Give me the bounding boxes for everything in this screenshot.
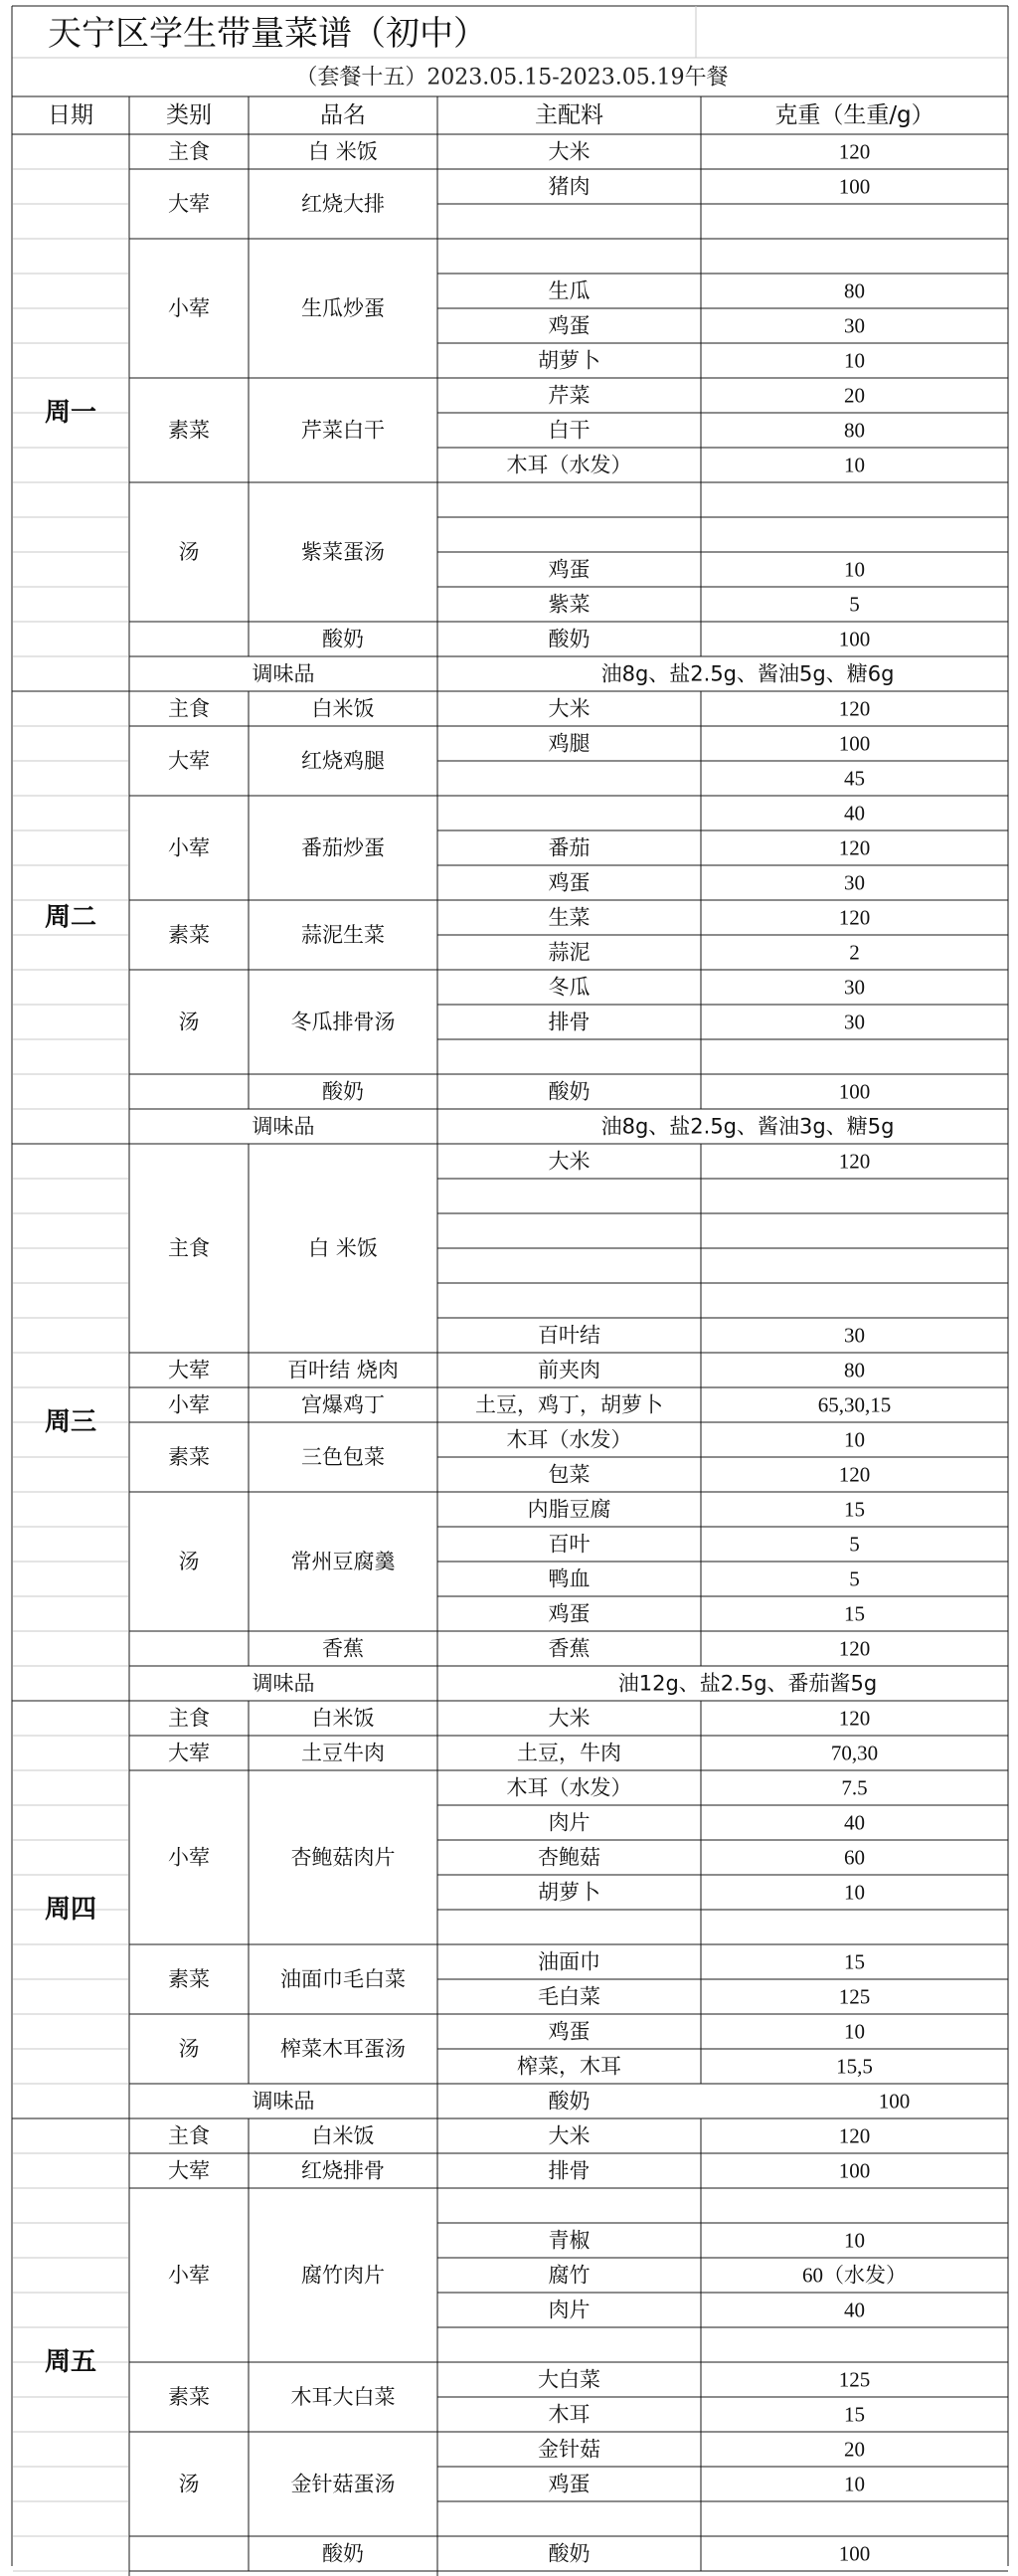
dish-cell: 红烧鸡腿 — [301, 749, 385, 773]
category-cell: 小荤 — [168, 296, 210, 320]
weight-cell: 15 — [844, 1601, 865, 1626]
weight-cell: 100 — [838, 1079, 871, 1104]
seasoning-label: 调味品 — [252, 661, 315, 686]
ingredient-cell: 芹菜 — [548, 383, 591, 408]
category-cell: 主食 — [168, 2123, 210, 2148]
category-cell: 主食 — [168, 696, 210, 721]
ingredient-cell: 大米 — [548, 139, 591, 164]
ingredient-cell: 生瓜 — [548, 278, 591, 303]
day-label: 周四 — [44, 1895, 97, 1925]
ingredient-cell: 大白菜 — [538, 2367, 600, 2392]
ingredient-cell: 香蕉 — [548, 1636, 591, 1661]
dish-cell: 百叶结 烧肉 — [287, 1358, 399, 1382]
category-cell: 小荤 — [168, 835, 210, 860]
category-cell: 大荤 — [168, 1358, 210, 1382]
weight-cell: 15,5 — [836, 2054, 873, 2079]
seasoning-value: 油12g、盐2.5g、番茄酱5g — [617, 1671, 878, 1696]
seasoning-value: 油8g、盐2.5g、酱油3g、糖5g — [600, 1114, 895, 1139]
weight-cell: 30 — [844, 1010, 865, 1034]
dish-cell: 紫菜蛋汤 — [301, 540, 385, 564]
ingredient-cell: 毛白菜 — [538, 1984, 600, 2009]
dish-cell: 杏鲍菇肉片 — [290, 1845, 396, 1870]
ingredient-cell: 猪肉 — [548, 174, 591, 199]
weight-cell: 100 — [838, 731, 871, 756]
ingredient-cell: 胡萝卜 — [538, 1880, 600, 1905]
ingredient-cell: 百叶 — [548, 1532, 591, 1557]
weight-cell: 20 — [844, 2437, 865, 2462]
dish-cell: 油面巾毛白菜 — [280, 1967, 406, 1991]
seasoning-value: 酸奶 — [548, 2089, 591, 2114]
weight-cell: 15 — [844, 1497, 865, 1522]
weight-cell: 10 — [844, 1880, 865, 1905]
weight-cell: 125 — [838, 2367, 871, 2392]
weight-cell: 30 — [844, 870, 865, 895]
ingredient-cell: 木耳 — [548, 2402, 591, 2427]
dish-cell: 榨菜木耳蛋汤 — [280, 2037, 406, 2061]
ingredient-cell: 油面巾 — [538, 1949, 600, 1974]
ingredient-cell: 白干 — [548, 418, 591, 443]
weight-cell: 40 — [844, 2298, 865, 2322]
ingredient-cell: 酸奶 — [548, 1079, 591, 1104]
weight-cell: 120 — [838, 1462, 871, 1487]
weight-cell: 40 — [844, 801, 865, 826]
menu-subtitle: （套餐十五）2023.05.15-2023.05.19午餐 — [295, 65, 729, 91]
ingredient-cell: 内脂豆腐 — [527, 1497, 611, 1522]
weight-cell: 100 — [838, 2158, 871, 2183]
weight-cell: 120 — [838, 139, 871, 164]
category-cell: 大荤 — [168, 192, 210, 216]
ingredient-cell: 鸭血 — [548, 1566, 591, 1591]
weight-cell: 5 — [849, 1532, 860, 1557]
weight-cell: 30 — [844, 1323, 865, 1348]
dish-cell: 常州豆腐羹 — [290, 1550, 396, 1573]
weight-cell: 15 — [844, 2402, 865, 2427]
ingredient-cell: 胡萝卜 — [538, 348, 600, 373]
dish-cell: 番茄炒蛋 — [301, 835, 385, 860]
weight-cell: 15 — [844, 1949, 865, 1974]
day-label: 周五 — [44, 2347, 97, 2377]
category-cell: 汤 — [178, 2037, 200, 2061]
dish-cell: 白 米饭 — [308, 139, 378, 164]
dish-cell: 木耳大白菜 — [290, 2385, 396, 2409]
dish-cell: 香蕉 — [322, 1636, 364, 1661]
weight-cell: 100 — [838, 627, 871, 651]
header-dish: 品名 — [320, 102, 366, 128]
category-cell: 大荤 — [168, 1741, 210, 1765]
ingredient-cell: 榨菜，木耳 — [517, 2054, 621, 2079]
weight-cell: 120 — [838, 905, 871, 930]
page-title: 天宁区学生带量菜谱（初中） — [48, 14, 487, 54]
category-cell: 大荤 — [168, 2158, 210, 2183]
ingredient-cell: 蒜泥 — [548, 940, 591, 965]
weight-cell: 20 — [844, 383, 865, 408]
ingredient-cell: 排骨 — [548, 1010, 591, 1034]
ingredient-cell: 金针菇 — [538, 2437, 600, 2462]
header-weight: 克重（生重/g） — [774, 102, 934, 128]
weight-cell: 7.5 — [841, 1775, 868, 1800]
weight-cell: 120 — [838, 835, 871, 860]
ingredient-cell: 生菜 — [548, 905, 591, 930]
weight-cell: 80 — [844, 418, 865, 443]
dish-cell: 生瓜炒蛋 — [301, 296, 385, 320]
ingredient-cell: 大米 — [548, 696, 591, 721]
dish-cell: 三色包菜 — [301, 1445, 385, 1469]
weight-cell: 65,30,15 — [817, 1392, 892, 1417]
ingredient-cell: 百叶结 — [538, 1323, 600, 1348]
category-cell: 主食 — [168, 1706, 210, 1731]
ingredient-cell: 腐竹 — [548, 2263, 591, 2288]
dish-cell: 白米饭 — [311, 696, 375, 721]
category-cell: 小荤 — [168, 1845, 210, 1870]
ingredient-cell: 木耳（水发） — [506, 453, 632, 477]
dish-cell: 红烧大排 — [301, 192, 385, 216]
dish-cell: 芹菜白干 — [301, 418, 385, 443]
dish-cell: 蒜泥生菜 — [301, 923, 385, 947]
weight-cell: 60 — [844, 1845, 865, 1870]
weight-cell: 30 — [844, 313, 865, 338]
ingredient-cell: 木耳（水发） — [506, 1775, 632, 1800]
weight-cell: 120 — [838, 1149, 871, 1174]
weight-cell: 80 — [844, 1358, 865, 1382]
weight-cell: 30 — [844, 975, 865, 1000]
weight-cell: 5 — [849, 592, 860, 617]
ingredient-cell: 鸡蛋 — [548, 313, 591, 338]
weight-cell: 60（水发） — [802, 2263, 907, 2288]
ingredient-cell: 大米 — [548, 1149, 591, 1174]
ingredient-cell: 鸡蛋 — [548, 557, 591, 582]
ingredient-cell: 肉片 — [548, 2298, 591, 2322]
category-cell: 汤 — [178, 540, 200, 564]
ingredient-cell: 大米 — [548, 1706, 591, 1731]
day-label: 周二 — [44, 902, 97, 933]
dish-cell: 土豆牛肉 — [301, 1741, 385, 1765]
category-cell: 素菜 — [168, 1967, 210, 1991]
ingredient-cell: 土豆，牛肉 — [517, 1741, 621, 1765]
weight-cell: 120 — [838, 696, 871, 721]
weight-cell: 45 — [844, 766, 865, 791]
ingredient-cell: 酸奶 — [548, 2541, 591, 2566]
dish-cell: 冬瓜排骨汤 — [290, 1010, 396, 1034]
weight-cell: 70,30 — [830, 1741, 879, 1765]
weight-cell: 80 — [844, 278, 865, 303]
weight-cell: 10 — [844, 453, 865, 477]
weight-cell: 10 — [844, 2019, 865, 2044]
weight-cell: 2 — [849, 940, 860, 965]
dish-cell: 金针菇蛋汤 — [290, 2472, 396, 2496]
category-cell: 小荤 — [168, 2263, 210, 2288]
day-label: 周一 — [44, 398, 97, 428]
seasoning-value: 油8g、盐2.5g、酱油5g、糖6g — [600, 661, 895, 686]
category-cell: 大荤 — [168, 749, 210, 773]
ingredient-cell: 冬瓜 — [548, 975, 591, 1000]
ingredient-cell: 鸡蛋 — [548, 870, 591, 895]
weight-cell: 40 — [844, 1810, 865, 1835]
dish-cell: 白米饭 — [311, 2123, 375, 2148]
weight-cell: 10 — [844, 557, 865, 582]
category-cell: 汤 — [178, 1550, 200, 1573]
seasoning-value2: 100 — [878, 2089, 911, 2114]
seasoning-label: 调味品 — [252, 1671, 315, 1696]
dish-cell: 白 米饭 — [308, 1236, 378, 1260]
header-date: 日期 — [48, 102, 93, 128]
weight-cell: 10 — [844, 1427, 865, 1452]
dish-cell: 酸奶 — [322, 2541, 364, 2566]
ingredient-cell: 鸡蛋 — [548, 2019, 591, 2044]
weight-cell: 100 — [838, 2541, 871, 2566]
weight-cell: 120 — [838, 1636, 871, 1661]
category-cell: 主食 — [168, 1236, 210, 1260]
category-cell: 素菜 — [168, 2385, 210, 2409]
dish-cell: 宫爆鸡丁 — [301, 1392, 385, 1417]
weight-cell: 125 — [838, 1984, 871, 2009]
header-category: 类别 — [166, 102, 212, 128]
weight-cell: 120 — [838, 2123, 871, 2148]
dish-cell: 红烧排骨 — [301, 2158, 385, 2183]
ingredient-cell: 紫菜 — [548, 592, 591, 617]
category-cell: 汤 — [178, 1010, 200, 1034]
category-cell: 主食 — [168, 139, 210, 164]
weight-cell: 120 — [838, 1706, 871, 1731]
ingredient-cell: 番茄 — [548, 835, 591, 860]
weight-cell: 10 — [844, 2228, 865, 2253]
header-ingredients: 主配料 — [535, 102, 603, 128]
ingredient-cell: 肉片 — [548, 1810, 591, 1835]
ingredient-cell: 鸡蛋 — [548, 1601, 591, 1626]
weight-cell: 100 — [838, 174, 871, 199]
ingredient-cell: 前夹肉 — [538, 1358, 600, 1382]
ingredient-cell: 大米 — [548, 2123, 591, 2148]
weight-cell: 5 — [849, 1566, 860, 1591]
seasoning-label: 调味品 — [252, 1114, 315, 1139]
day-label: 周三 — [44, 1407, 97, 1437]
ingredient-cell: 木耳（水发） — [506, 1427, 632, 1452]
seasoning-label: 调味品 — [252, 2089, 315, 2114]
ingredient-cell: 鸡蛋 — [548, 2472, 591, 2496]
category-cell: 汤 — [178, 2472, 200, 2496]
category-cell: 小荤 — [168, 1392, 210, 1417]
dish-cell: 酸奶 — [322, 627, 364, 651]
ingredient-cell: 包菜 — [548, 1462, 591, 1487]
category-cell: 素菜 — [168, 923, 210, 947]
ingredient-cell: 杏鲍菇 — [538, 1845, 600, 1870]
category-cell: 素菜 — [168, 1445, 210, 1469]
category-cell: 素菜 — [168, 418, 210, 443]
ingredient-cell: 青椒 — [548, 2228, 591, 2253]
weight-cell: 10 — [844, 348, 865, 373]
dish-cell: 白米饭 — [311, 1706, 375, 1731]
ingredient-cell: 排骨 — [548, 2158, 591, 2183]
ingredient-cell: 酸奶 — [548, 627, 591, 651]
ingredient-cell: 鸡腿 — [548, 731, 591, 756]
dish-cell: 腐竹肉片 — [301, 2263, 385, 2288]
ingredient-cell: 土豆，鸡丁，胡萝卜 — [475, 1392, 663, 1417]
dish-cell: 酸奶 — [322, 1079, 364, 1104]
weight-cell: 10 — [844, 2472, 865, 2496]
